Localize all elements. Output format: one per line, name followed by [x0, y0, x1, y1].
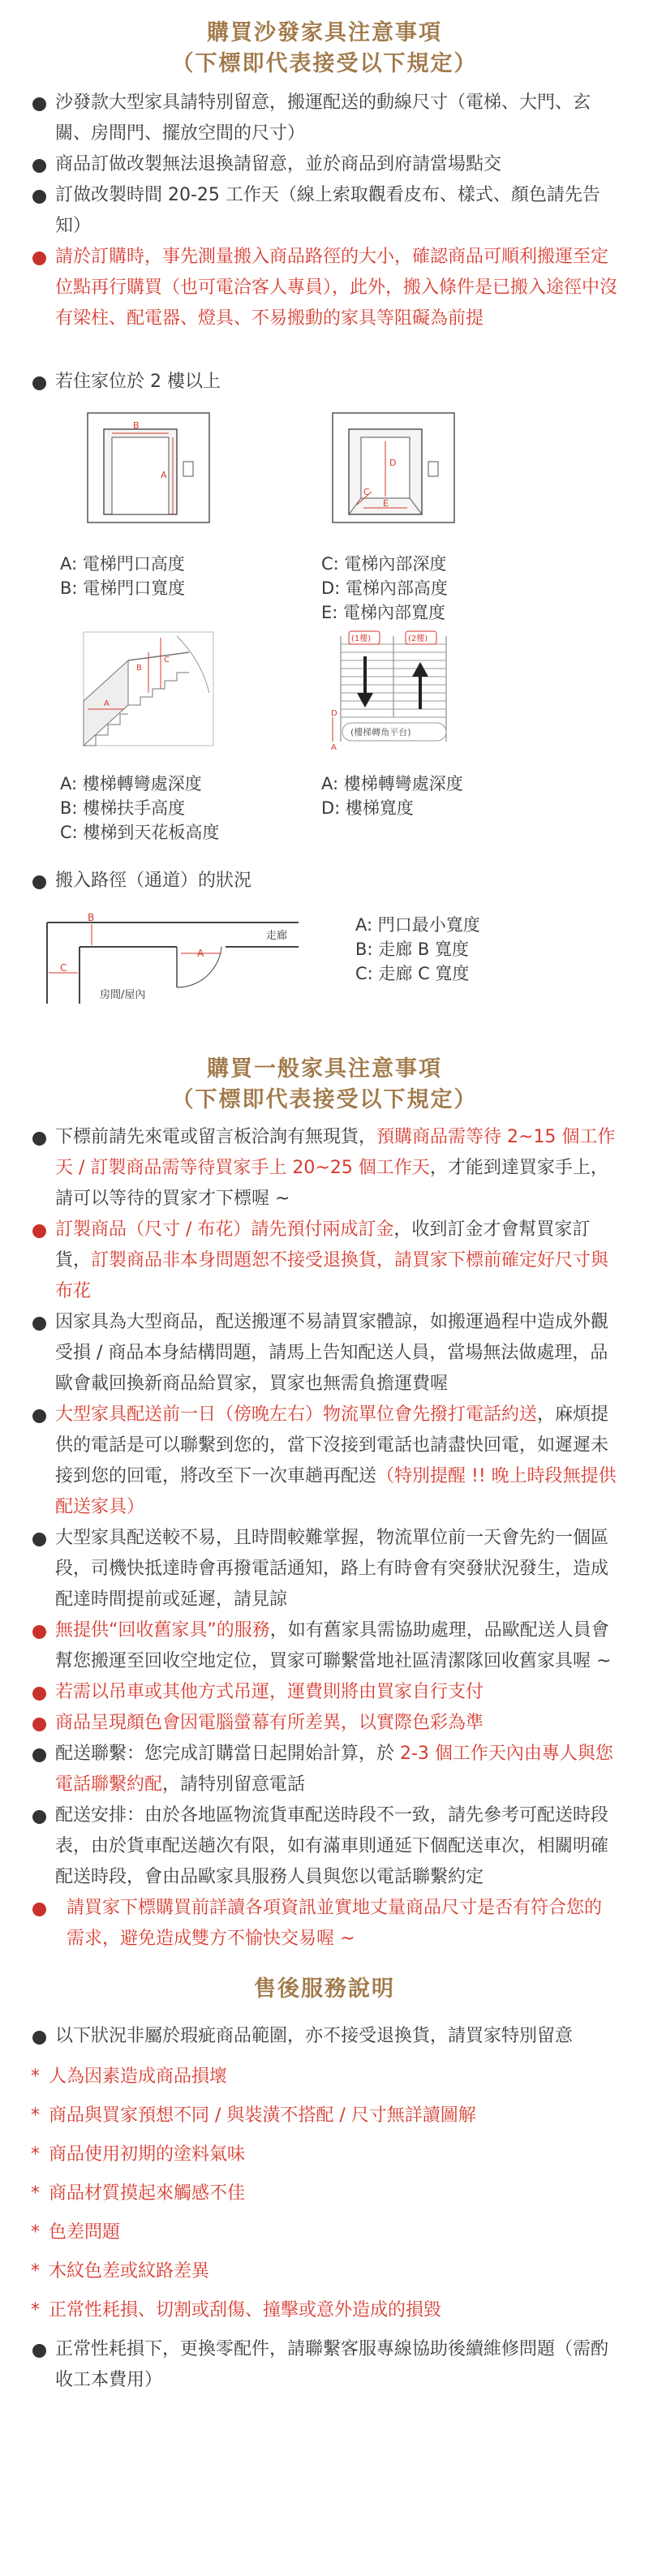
list-item: 訂製商品（尺寸 / 布花）請先預付兩成訂金，收到訂金才會幫買家訂貨，訂製商品非本身問題恕不接受退換貨，請買家下標前確定好尺寸與布花: [31, 1215, 618, 1307]
diagram-caption: D: 樓梯寬度: [321, 798, 414, 818]
diagram-caption: B: 樓梯扶手高度: [60, 798, 186, 818]
stairs-turn-diagram: [31, 628, 282, 845]
diagram-letter: B: [136, 664, 142, 673]
diagram-letter: A: [104, 699, 110, 708]
list-item: 無提供“回收舊家具”的服務，如有舊家具需協助處理，品歐配送人員會幫您搬運至回收空地定位，買家可聯繫當地社區清潔隊回收舊家具喔 ~: [31, 1615, 618, 1677]
diagram-caption: C: 電梯內部深度: [321, 554, 447, 574]
section-general-notes: [31, 1054, 618, 1955]
list-item: 大型家具配送前一日（傍晚左右）物流單位會先撥打電話約送，麻煩提供的電話是可以聯繫到您的，當下沒接到電話也請盡快回電，如遲遲未接到您的回電，將改至下一次車趟再配送（特別提醒 !! 晚上時段無提供配送家具）: [31, 1400, 618, 1523]
list-item: 訂做改製時間 20-25 工作天（線上索取觀看皮布、樣式、顏色請先告知）: [31, 180, 618, 242]
list-item: 若需以吊車或其他方式吊運，運費則將由買家自行支付: [31, 1677, 618, 1708]
exclusion-list: [31, 2062, 618, 2326]
floor-note: 若住家位於 2 樓以上: [31, 367, 618, 398]
section-subtitle: （下標即代表接受以下規定）: [171, 51, 478, 76]
diagram-letter: B: [133, 420, 140, 431]
list-item: 商品呈現顏色會因電腦螢幕有所差異，以實際色彩為準: [31, 1708, 618, 1739]
diagram-letter: A: [331, 743, 337, 750]
section-after-sales: [31, 1974, 618, 2396]
list-item: 大型家具配送較不易，且時間較難掌握，物流單位前一天會先約一個區段，司機快抵達時會再撥電話通知，路上有時會有突發狀況發生，造成配達時間提前或延遲，請見諒: [31, 1523, 618, 1615]
list-item: 商品訂做改製無法退換請留意，並於商品到府請當場點交: [31, 149, 618, 180]
list-item: 配送聯繫：您完成訂購當日起開始計算，於 2-3 個工作天內由專人與您電話聯繫約配，請特別留意電話: [31, 1739, 618, 1800]
list-item: 沙發款大型家具請特別留意，搬運配送的動線尺寸（電梯、大門、玄關、房間門、擺放空間的尺寸）: [31, 88, 618, 149]
section-title: 購買沙發家具注意事項: [207, 20, 442, 45]
diagram-letter: D: [331, 709, 337, 718]
diagram-caption: B: 走廊 B 寬度: [355, 940, 469, 959]
floor-1-label: (1樓): [351, 634, 372, 643]
diagram-letter: C: [60, 962, 67, 974]
list-item: 下標前請先來電或留言板洽詢有無現貨，預購商品需等待 2~15 個工作天 / 訂製商品需等待買家手上 20~25 個工作天，才能到達買家手上，請可以等待的買家才下標喔 ~: [31, 1122, 618, 1215]
floor-2-label: (2樓): [408, 634, 428, 643]
diagram-letter: D: [389, 458, 397, 468]
list-item: * 色差問題: [31, 2217, 618, 2248]
diagram-letter: A: [161, 470, 167, 480]
list-item: 配送安排：由於各地區物流貨車配送時段不一致，請先參考可配送時段表，由於貨車配送趟次有限，如有滿車則通延下個配送車次，相關明確配送時段，會由品歐家具服務人員與您以電話聯繫約定: [31, 1800, 618, 1893]
section-title: 購買一般家具注意事項: [207, 1056, 442, 1082]
elevator-inside-illustration: [324, 409, 462, 527]
list-item: * 商品材質摸起來觸感不佳: [31, 2178, 618, 2209]
diagram-caption: A: 樓梯轉彎處深度: [321, 774, 463, 793]
diagram-caption: B: 電梯門口寬度: [60, 578, 186, 598]
elevator-door-illustration: [80, 409, 217, 527]
path-illustration: [31, 906, 339, 1008]
after-sales-intro: 以下狀況非屬於瑕疵商品範圍，亦不接受退換貨，請買家特別留意: [31, 2021, 618, 2052]
path-note: 搬入路徑（通道）的狀況: [31, 866, 618, 897]
sofa-notes-list: [31, 88, 618, 334]
list-item: 因家具為大型商品，配送搬運不易請買家體諒，如搬運過程中造成外觀受損 / 商品本身結構問題，請馬上告知配送人員，當場無法做處理，品歐會載回換新商品給買家，買家也無需負擔運費喔: [31, 1307, 618, 1400]
elevator-inside-diagram: [292, 409, 568, 625]
stairs-turn-illustration: [80, 628, 217, 750]
section-title: 售後服務說明: [254, 1976, 395, 2002]
section-sofa-notes: [31, 0, 618, 1018]
diagram-caption: A: 門口最小寬度: [355, 915, 480, 935]
diagram-letter: C: [164, 656, 170, 664]
list-item: * 人為因素造成商品損壞: [31, 2062, 618, 2092]
list-item: * 正常性耗損、切割或刮傷、撞擊或意外造成的損毀: [31, 2295, 618, 2326]
list-item: * 商品使用初期的塗料氣味: [31, 2139, 618, 2170]
after-sales-outro: 正常性耗損下，更換零配件，請聯繫客服專線協助後續維修問題（需酌收工本費用）: [31, 2334, 618, 2396]
diagram-caption: E: 電梯內部寬度: [321, 603, 446, 622]
list-item: * 商品與買家預想不同 / 與裝潢不搭配 / 尺寸無詳讀圖解: [31, 2101, 618, 2131]
general-notes-list: [31, 1122, 618, 1955]
diagram-letter: C: [363, 487, 370, 497]
diagram-caption: C: 樓梯到天花板高度: [60, 823, 220, 842]
section-subtitle: （下標即代表接受以下規定）: [171, 1087, 478, 1112]
arrow-down-icon: [357, 693, 373, 707]
diagram-letter: A: [197, 948, 204, 959]
corridor-label: 走廊: [266, 930, 288, 942]
path-diagram: [31, 906, 355, 1018]
landing-label: (樓梯轉角平台): [350, 727, 411, 738]
diagram-caption: D: 電梯內部高度: [321, 578, 448, 598]
path-captions: [355, 906, 480, 1018]
stairs-landing-diagram: [292, 628, 568, 845]
stairs-landing-illustration: [324, 628, 462, 750]
list-item: * 木紋色差或紋路差異: [31, 2256, 618, 2287]
diagram-caption: A: 樓梯轉彎處深度: [60, 774, 202, 793]
diagram-letter: E: [383, 498, 389, 509]
diagram-caption: C: 走廊 C 寬度: [355, 964, 470, 983]
elevator-door-diagram: [31, 409, 282, 625]
list-item: 請於訂購時，事先測量搬入商品路徑的大小，確認商品可順利搬運至定位點再行購買（也可電洽客人專員），此外，搬入條件是已搬入途徑中沒有梁柱、配電器、燈具、不易搬動的家具等阻礙為前提: [31, 242, 618, 334]
diagram-letter: B: [88, 912, 95, 923]
arrow-up-icon: [412, 662, 428, 677]
list-item: 請買家下標購買前詳讀各項資訊並實地丈量商品尺寸是否有符合您的需求，避免造成雙方不愉快交易喔 ~: [31, 1893, 618, 1955]
room-label: 房間/屋內: [100, 989, 146, 1001]
diagram-caption: A: 電梯門口高度: [60, 554, 185, 574]
